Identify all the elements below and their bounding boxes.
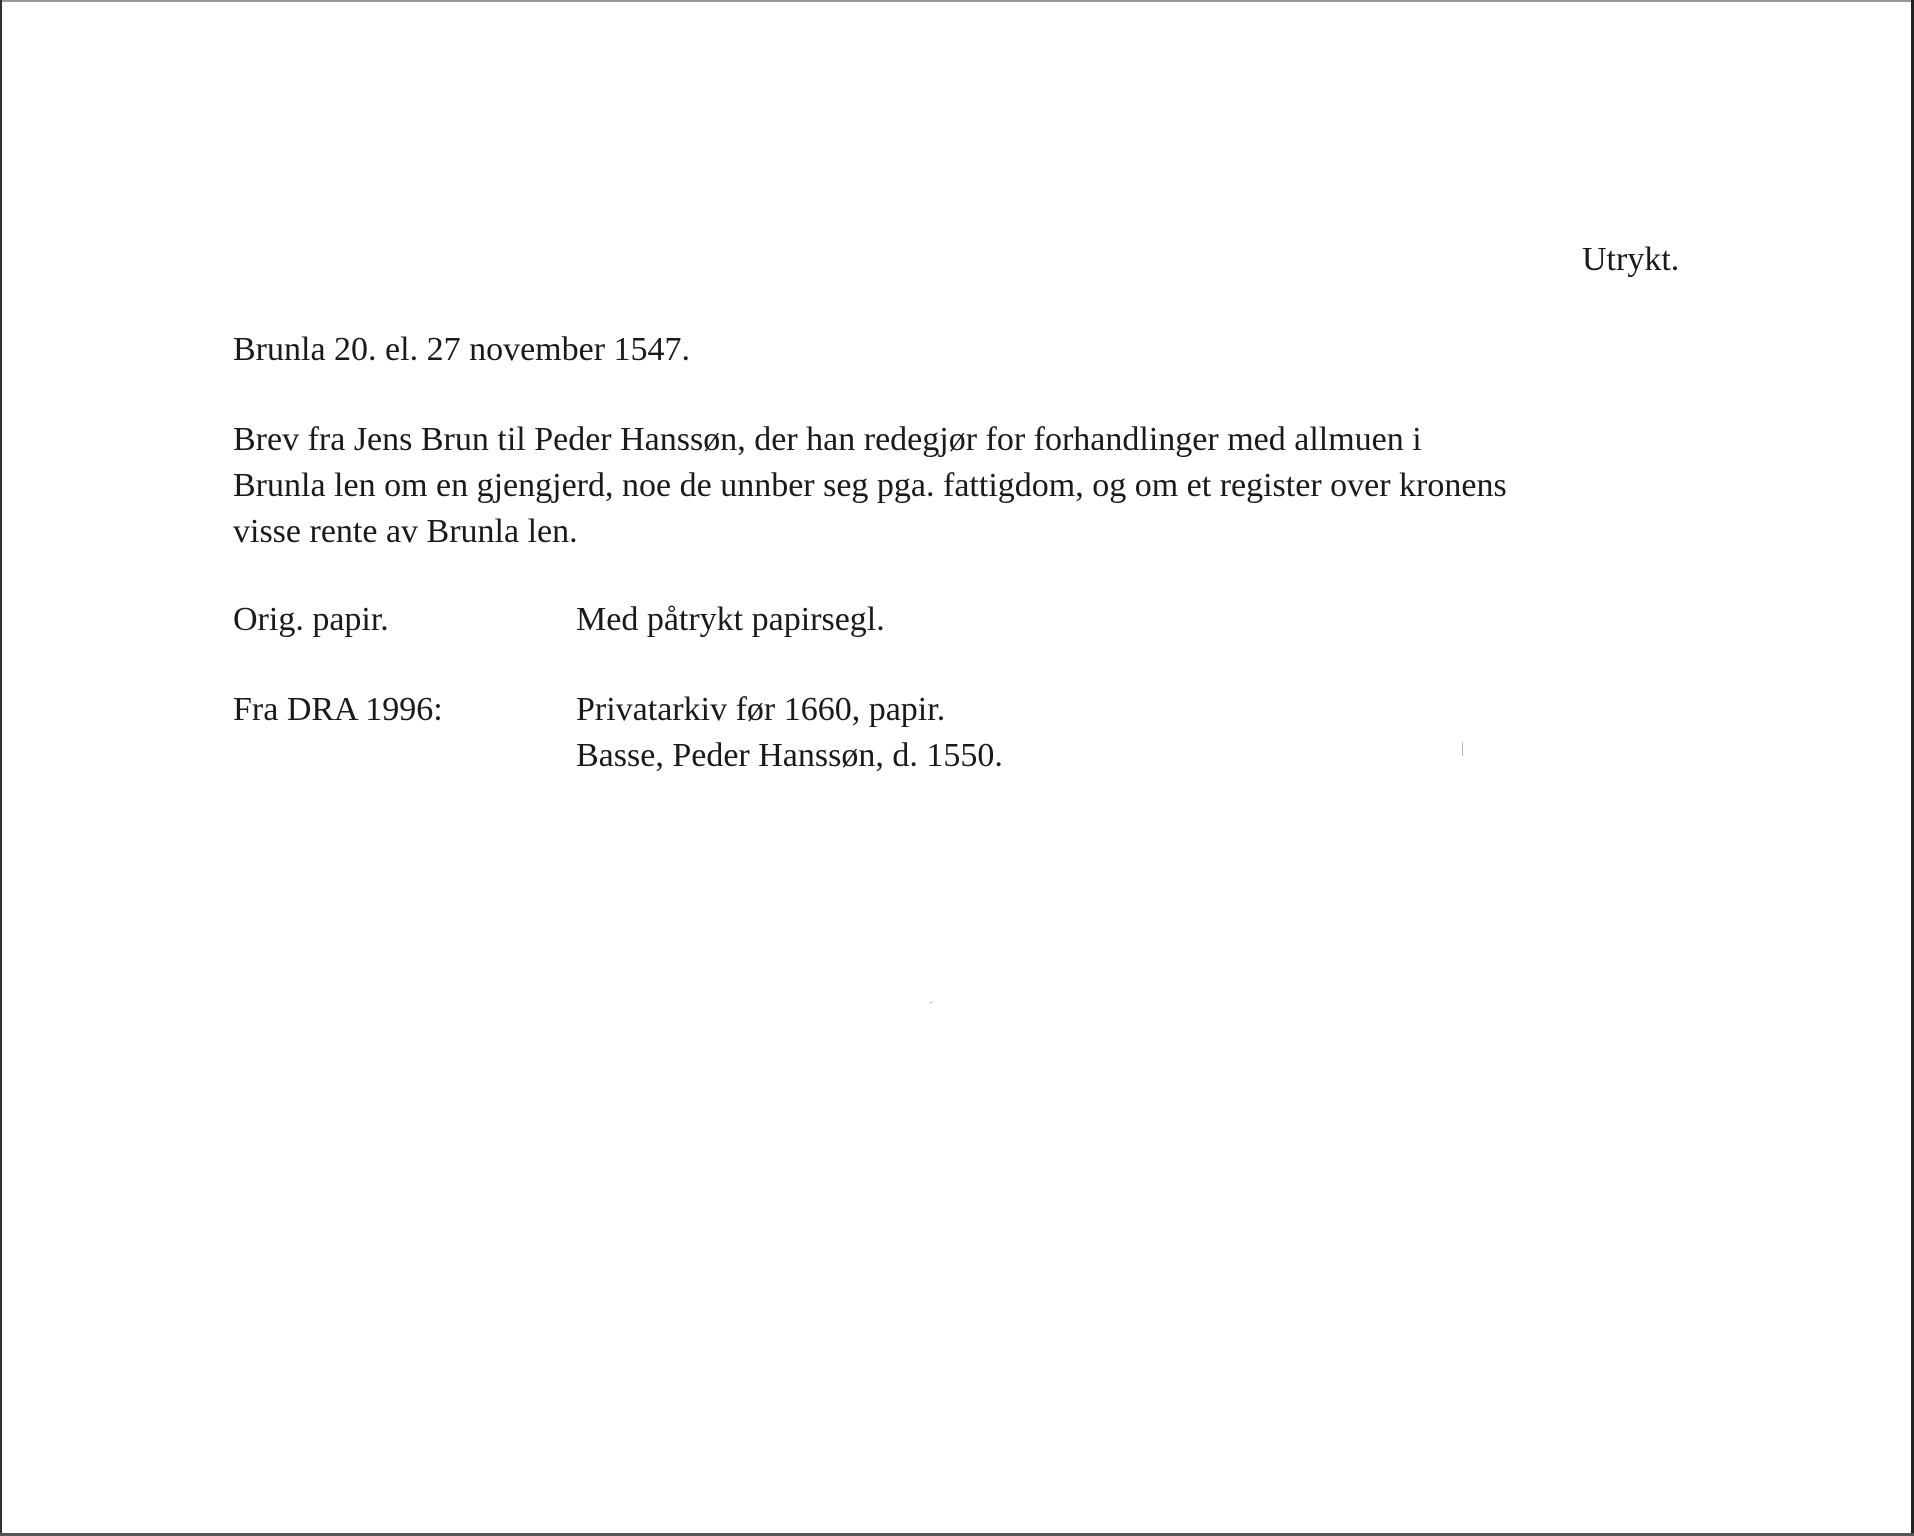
summary-line: Brunla len om en gjengjerd, noe de unnber seg pga. fattigdom, og om et register over kronens (233, 467, 1507, 504)
field-value-person: Basse, Peder Hanssøn, d. 1550. (576, 737, 1003, 774)
letter-summary (233, 417, 1693, 555)
field-label-source: Fra DRA 1996: (233, 691, 443, 728)
summary-line: visse rente av Brunla len. (233, 513, 578, 550)
print-status: Utrykt. (1582, 241, 1680, 278)
field-label-original: Orig. papir. (233, 601, 389, 638)
date-line: Brunla 20. el. 27 november 1547. (233, 331, 691, 368)
scan-speck (1462, 742, 1463, 756)
card-edge-top (0, 0, 1914, 2)
scan-speck (929, 1001, 933, 1004)
field-value-archive: Privatarkiv før 1660, papir. (576, 691, 946, 728)
summary-line: Brev fra Jens Brun til Peder Hanssøn, der han redegjør for forhandlinger med allmuen i (233, 421, 1422, 458)
field-value-seal: Med påtrykt papirsegl. (576, 601, 885, 638)
card-edge-left (0, 0, 2, 1536)
